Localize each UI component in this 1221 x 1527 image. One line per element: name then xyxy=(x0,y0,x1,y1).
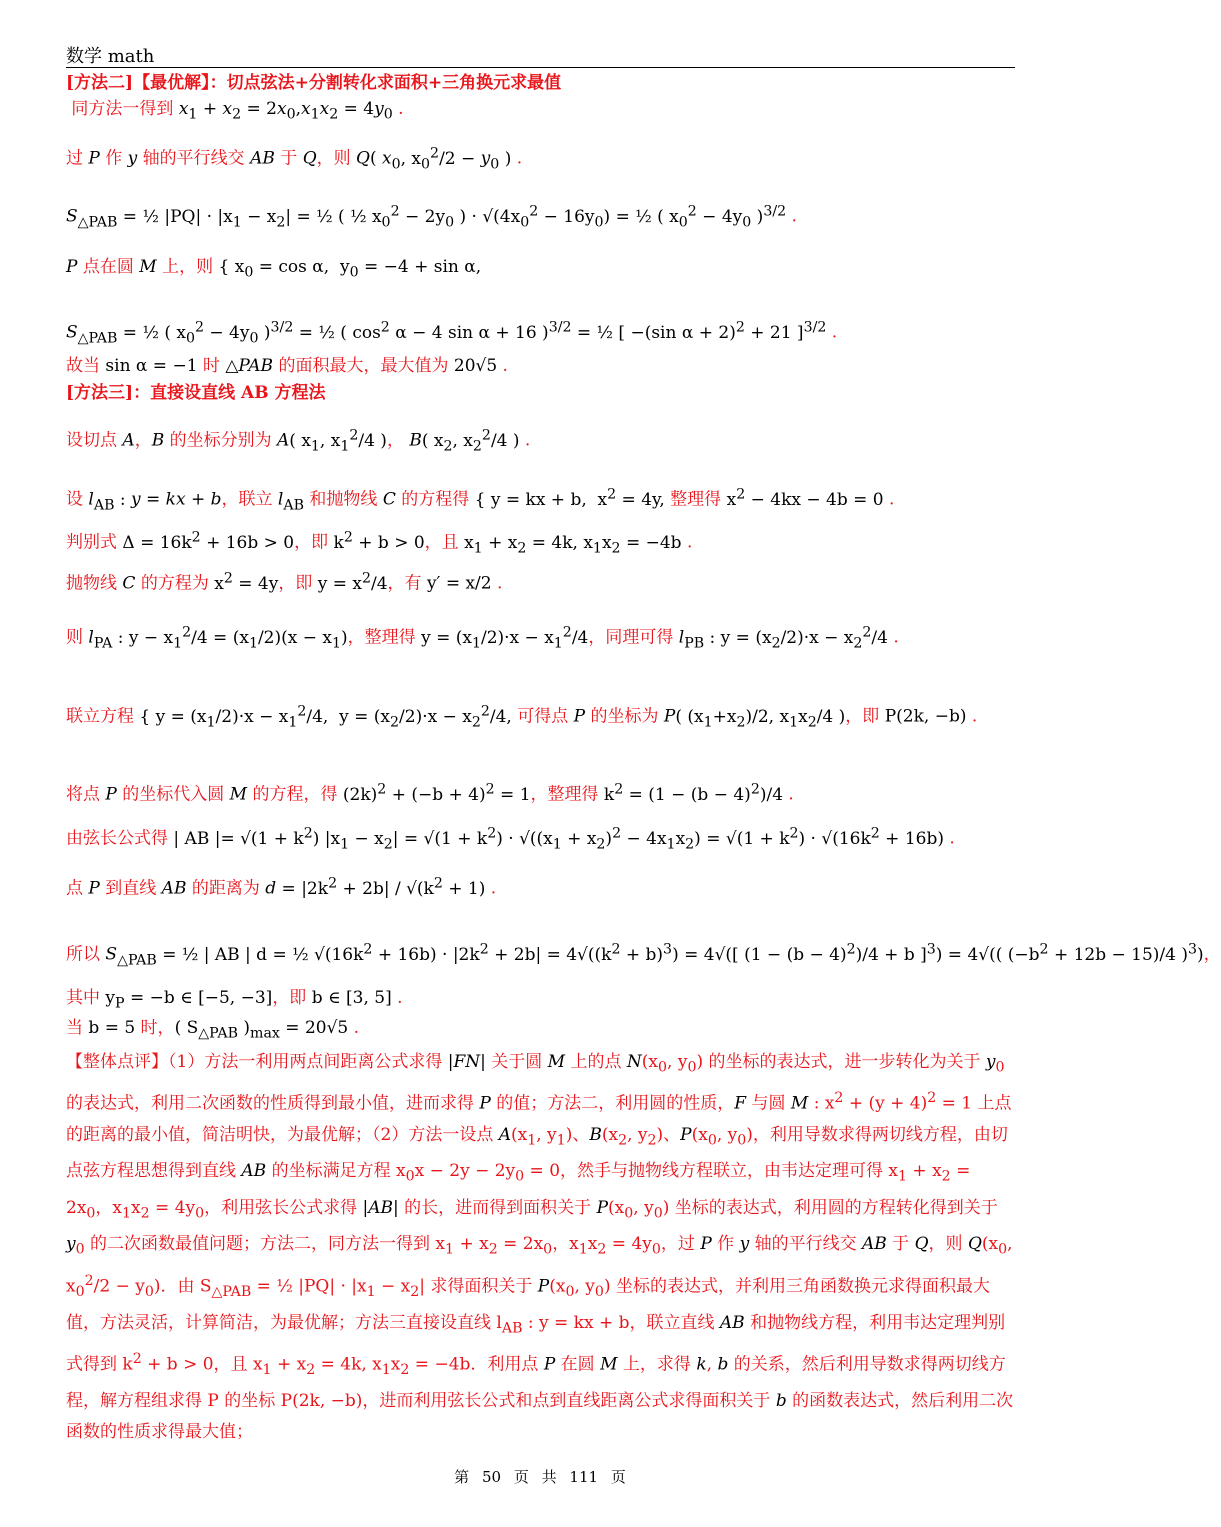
solution-line: 将点 P 的坐标代入圆 M 的方程，得 $(2k)^2 + (-b + 4)^2 = 1$，整理得 $k^2 = (1 - (b - 4)^2)/4$ . xyxy=(66,781,794,805)
overall-review-paragraph: 【整体点评】（1）方法一利用两点间距离公式求得 |FN| 关于圆 M 上的点 $N(x_0$, $y_0$) 的坐标的表达式，进一步转化为关于 $y_0$ 的表达式，利用二次函数的性质得到最小值，进而求得 P 的值；方法二，利用圆的性质，F 与圆 M : $x^2 + (y + 4)^2 = 1$ 上点的距离的最小值，简洁明快，为最优解；（2）方法一设点 $A(x_1$, $y_1$)、$B(x_2$, $y_2$)、$P(x_0$, $y_0$)，利用导数求得两切线方程，由切点弦方程思想得到直线 AB 的坐标满足方程 $x_0x - 2y - 2y_0 = 0$，然手与抛物线方程联立，由韦达定理可得 $x_1 + x_2 = 2x_0$，$x_1x_2 = 4y_0$，利用弦长公式求得 |AB| 的长，进而得到面积关于 $P(x_0$, $y_0$) 坐标的表达式，利用圆的方程转化得到关于 $y_0$ 的二次函数最值问题；方法二，同方法一得到 $x_1 + x_2 = 2x_0$，$x_1x_2 = 4y_0$，过 P 作 y 轴的平行线交 AB 于 Q，则 $Q(x_0$, $x_0^2/2 - y_0$)．由 $S_{\triangle PAB}$ = ½ $|PQ| \cdot |x_1 - x_2|$ 求得面积关于 $P(x_0$, $y_0$) 坐标的表达式，并利用三角函数换元求得面积最大值，方法灵活，计算简洁，为最优解；方法三直接设直线 $l_{AB}$ : y = kx + b，联立直线 AB 和抛物线方程，利用韦达定理判别式得到 $k^2 + b > 0$，且 $x_1 + x_2 = 4k$, $x_1x_2 = -4b$．利用点 P 在圆 M 上，求得 k, b 的关系，然后利用导数求得两切线方程，解方程组求得 P 的坐标 P(2k, −b)，进而利用弦长公式和点到直线距离公式求得面积关于 b 的函数表达式，然后利用二次函数的性质求得最大值； xyxy=(66,1052,1014,1443)
solution-line: [方法三]：直接设直线 AB 方程法 xyxy=(66,383,326,403)
solution-line: 设切点 A，B 的坐标分别为 A( $x_1$, $x_1^2/4$ )， B( $x_2$, $x_2^2/4$ ) . xyxy=(66,427,531,455)
solution-line: 设 $l_{AB}$ : y = kx + b，联立 $l_{AB}$ 和抛物线 C 的方程得 { y = kx + b, $x^2 = 4y$, 整理得 $x^2 - 4kx - 4b = 0$ . xyxy=(66,486,895,514)
footer-total-unit: 页 xyxy=(610,1468,626,1486)
footer-page-unit: 页 xyxy=(513,1468,529,1486)
solution-line: 其中 $y_P = -b$ ∈ [−5, −3]，即 b ∈ [3, 5] . xyxy=(66,988,403,1012)
header-divider xyxy=(66,67,1015,68)
solution-line: $S_{\triangle PAB}$ = ½ ( $x_0^2 - 4y_0$ )$^{3/2}$ = ½ ( $\cos^2 \alpha - 4$ sin α + 16 )$^{3/2}$ = ½ [ −(sin α + 2)$^2$ + 21 ]$^{3/2}$ . xyxy=(66,319,838,347)
solution-line: 所以 $S_{\triangle PAB}$ = ½ | AB | d = ½ $√(16k^2 + 16b) \cdot |2k^2 + 2b| = 4√((k^2 + b)^3) = 4√$([ $(1 - (b - 4)^2)/4 + b$ ]$^3$) = 4√(( $(-b^2 + 12b - 15)/4$ )$^3$)， xyxy=(66,941,1221,969)
solution-line: 点 P 到直线 AB 的距离为 $d = |2k^2 + 2b| / √(k^2 + 1)$ . xyxy=(66,875,497,899)
solution-line: $S_{\triangle PAB}$ = ½ $|PQ| \cdot |x_1 - x_2|$ = ½ ( ½ $x_0^2 - 2y_0$ ) · $√(4x_0^2 - 16y_0)$ = ½ ( $x_0^2 - 4y_0$ )$^{3/2}$ . xyxy=(66,203,797,231)
footer-total-pages: 111 xyxy=(569,1468,599,1486)
solution-line: 判别式 $\Delta = 16k^2 + 16b > 0$，即 $k^2 + b > 0$，且 $x_1 + x_2 = 4k$, $x_1x_2 = -4b$ . xyxy=(66,529,693,557)
page-header: 数学 math xyxy=(66,46,155,67)
solution-line: 抛物线 C 的方程为 $x^2 = 4y$，即 $y = x^2/4$，有 y′ = x/2 . xyxy=(66,570,503,594)
solution-line: [方法二]【最优解】：切点弦法+分割转化求面积+三角换元求最值 xyxy=(66,73,562,93)
solution-line: 则 $l_{PA}$ : $y - x_1^2/4 = (x_1/2)(x - x_1)$，整理得 $y = (x_1/2)\cdot x - x_1^2/4$，同理可得 $l_{PB}$ : $y = (x_2/2)\cdot x - x_2^2/4$ . xyxy=(66,624,899,652)
solution-line: 同方法一得到 $x_1 + x_2 = 2x_0,x_1x_2 = 4y_0$ . xyxy=(66,99,404,123)
page-footer xyxy=(0,1466,1080,1487)
footer-total-label: 共 xyxy=(541,1468,557,1486)
footer-page-label: 第 xyxy=(454,1468,470,1486)
solution-line: 当 b = 5 时，( $S_{\triangle PAB}$ )$_{max} = 20√5$ . xyxy=(66,1018,360,1042)
solution-line: 由弦长公式得 | AB |= $√(1 + k^2)$ $|x_1 - x_2| = √(1 + k^2) \cdot √((x_1 + x_2)^2 - 4x_1x_2) = √(1 + k^2) \cdot √(16k^2 + 16b)$ . xyxy=(66,825,955,853)
solution-line: 联立方程 { $y = (x_1/2)\cdot x - x_1^2/4$, $y = (x_2/2)\cdot x - x_2^2/4$, 可得点 P 的坐标为 P( $(x_1+x_2)/2$, $x_1x_2/4$ )，即 P(2k, −b) . xyxy=(66,703,978,731)
footer-page-number: 50 xyxy=(481,1468,502,1486)
solution-line: 过 P 作 y 轴的平行线交 AB 于 Q，则 Q( $x_0$, $x_0^2/2 - y_0$ ) . xyxy=(66,145,523,173)
solution-line: P 点在圆 M 上，则 { $x_0 = \cos \alpha$, $y_0 = -4 + \sin \alpha$, xyxy=(66,257,482,281)
solution-line: 故当 sin α = −1 时 △PAB 的面积最大，最大值为 20√5 . xyxy=(66,356,508,376)
